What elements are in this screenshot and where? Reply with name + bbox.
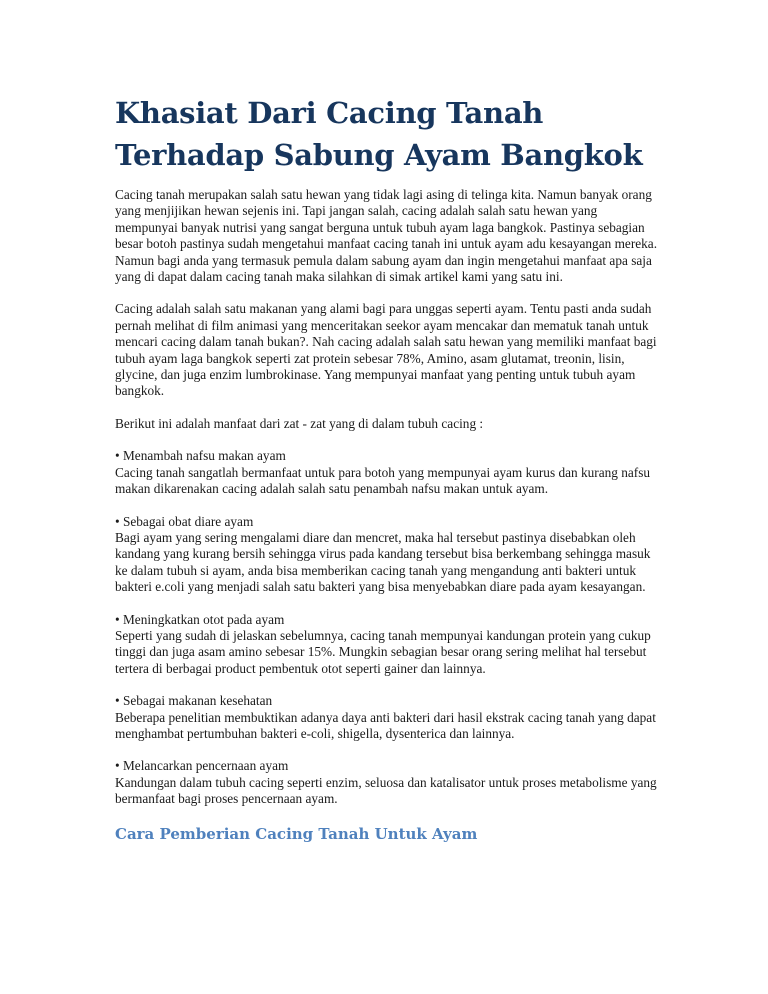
benefit-item: [115, 612, 661, 678]
benefit-title: • Sebagai makanan kesehatan: [115, 693, 273, 709]
benefit-item: [115, 693, 661, 742]
benefit-description: Kandungan dalam tubuh cacing seperti enzim, seluosa dan katalisator untuk proses metabolisme yang bermanfaat bagi proses pencernaan ayam.: [115, 774, 657, 807]
benefit-item: [115, 758, 661, 807]
benefits-intro-paragraph: Berikut ini adalah manfaat dari zat - zat yang di dalam tubuh cacing :: [115, 415, 484, 431]
benefit-description: Seperti yang sudah di jelaskan sebelumnya, cacing tanah mempunyai kandungan protein yang cukup tinggi dan juga asam amino sebesar 15%. Mungkin sebagian besar orang sering melihat hal tersebut tertera di berbagai product pembentuk otot seperti gainer dan lainnya.: [115, 627, 651, 676]
section-heading: Cara Pemberian Cacing Tanah Untuk Ayam: [115, 824, 478, 843]
document-page: [115, 92, 661, 844]
benefit-title: • Meningkatkan otot pada ayam: [115, 611, 285, 627]
body-paragraph: Cacing adalah salah satu makanan yang alami bagi para unggas seperti ayam. Tentu pasti anda sudah pernah melihat di film animasi yang menceritakan seekor ayam mencakar dan mematuk tanah untuk mencari cacing dalam tanah bukan?. Nah cacing adalah salah satu hewan yang memiliki manfaat bagi tubuh ayam laga bangkok seperti zat protein sebesar 78%, Amino, asam glutamat, treonin, lisin, glycine, dan juga enzim lumbrokinase. Yang mempunyai manfaat yang penting untuk tubuh ayam bangkok.: [115, 301, 657, 399]
benefit-title: • Melancarkan pencernaan ayam: [115, 758, 289, 774]
benefit-description: Beberapa penelitian membuktikan adanya daya anti bakteri dari hasil ekstrak cacing tanah yang dapat menghambat pertumbuhan bakteri e-coli, shigella, dysenterica dan lainnya.: [115, 709, 656, 741]
benefit-title: • Menambah nafsu makan ayam: [115, 448, 286, 464]
benefit-item: [115, 514, 661, 596]
page-title: Khasiat Dari Cacing Tanah Terhadap Sabung Ayam Bangkok: [115, 96, 643, 172]
benefit-item: [115, 448, 661, 497]
benefit-title: • Sebagai obat diare ayam: [115, 513, 254, 529]
benefit-description: Bagi ayam yang sering mengalami diare dan mencret, maka hal tersebut pastinya disebabkan oleh kandang yang kurang bersih sehingga virus pada kandang tersebut bisa berkembang sehingga masuk ke dalam tubuh si ayam, anda bisa memberikan cacing tanah yang mengandung anti bakteri untuk bakteri e.coli yang menjadi salah satu bakteri yang bisa menyebabkan diare pada ayam kesayangan.: [115, 529, 651, 595]
intro-paragraph: Cacing tanah merupakan salah satu hewan yang tidak lagi asing di telinga kita. Namun banyak orang yang menjijikan hewan sejenis ini. Tapi jangan salah, cacing adalah salah satu hewan yang mempunyai banyak nutrisi yang sangat berguna untuk tubuh ayam laga bangkok. Pastinya sebagian besar botoh pastinya sudah mengetahui manfaat cacing tanah ini untuk ayam adu kesayangan mereka. Namun bagi anda yang termasuk pemula dalam sabung ayam dan ingin mengetahui manfaat apa saja yang di dapat dalam cacing tanah maka silahkan di simak artikel kami yang satu ini.: [115, 187, 658, 285]
benefit-description: Cacing tanah sangatlah bermanfaat untuk para botoh yang mempunyai ayam kurus dan kurang nafsu makan dikarenakan cacing adalah salah satu penambah nafsu makan untuk ayam.: [115, 464, 651, 497]
